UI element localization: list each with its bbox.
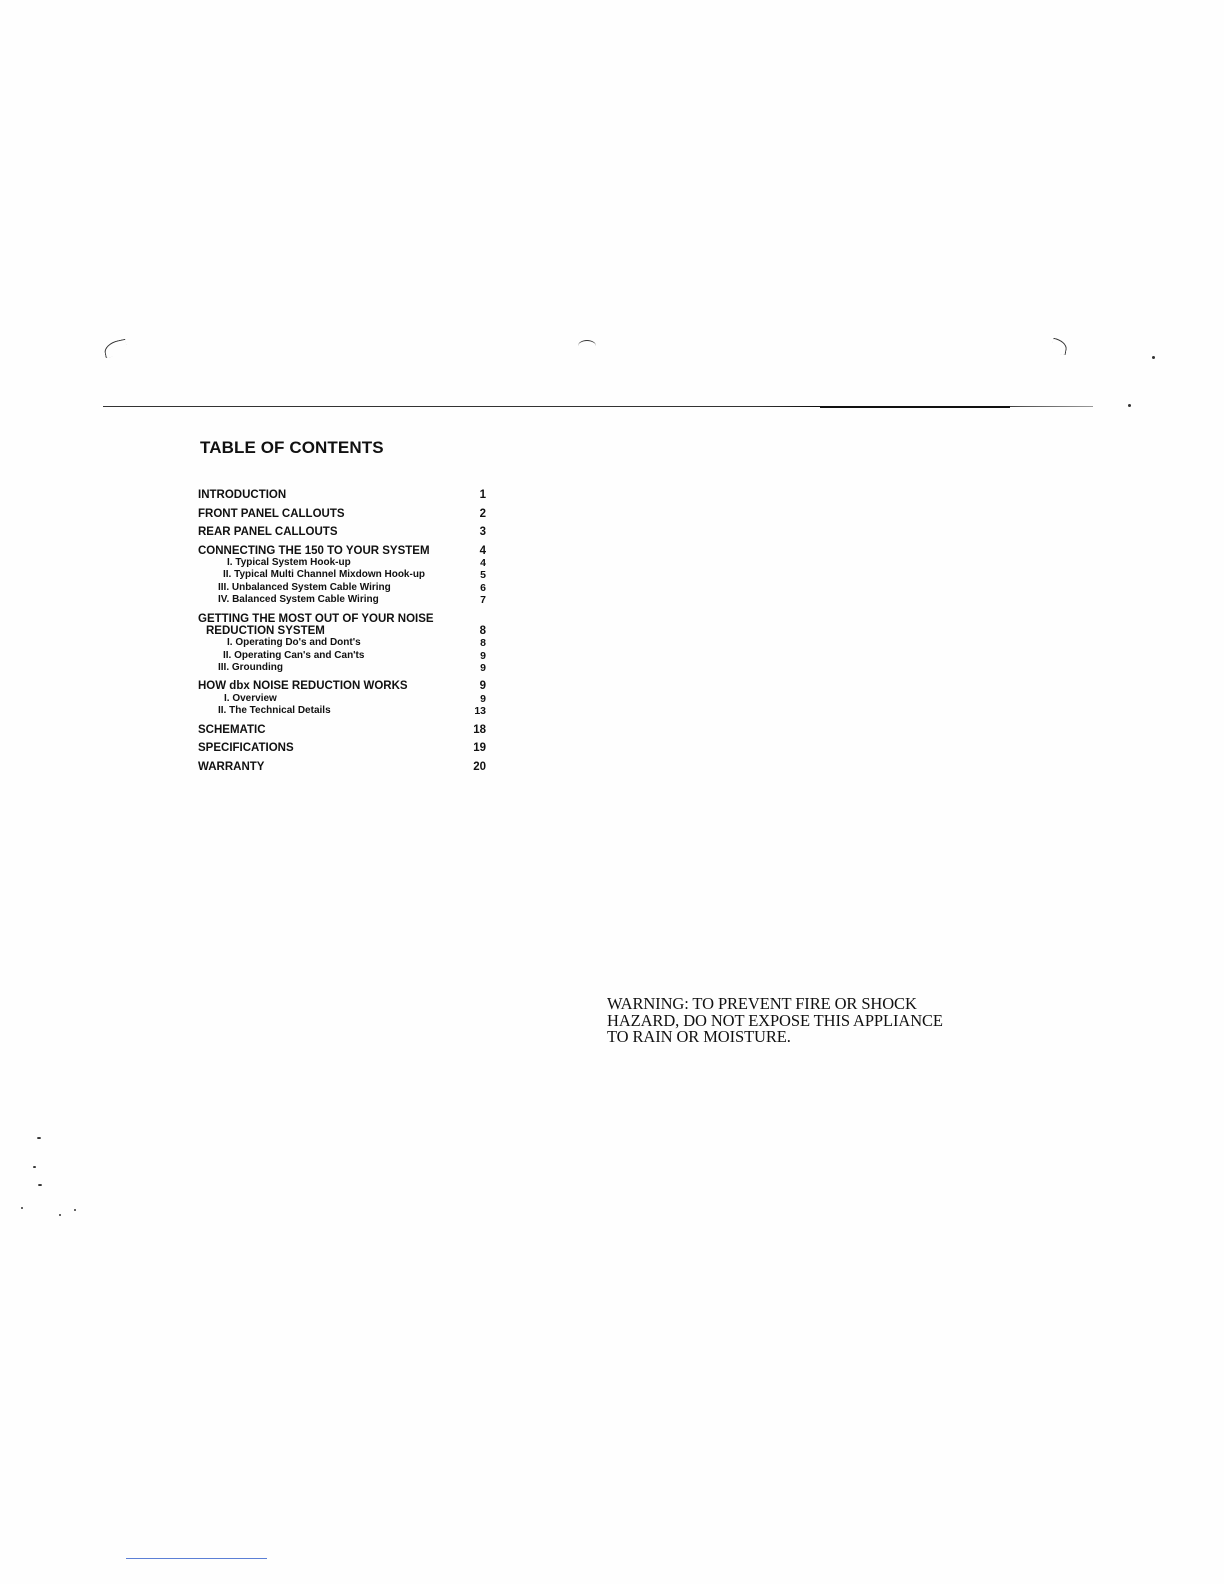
toc-entry-warranty	[198, 755, 498, 774]
toc-subentry	[198, 569, 498, 581]
toc-entry-page: 18	[473, 723, 486, 736]
toc-subentry-label: II. The Technical Details	[218, 705, 331, 717]
toc-entry-connecting	[198, 539, 498, 558]
toc-subentry	[198, 557, 498, 569]
toc-entry-label: SCHEMATIC	[198, 723, 266, 736]
toc-entry-page: 20	[473, 760, 486, 773]
scan-edge-line	[126, 1558, 267, 1559]
toc-subentry-page: 9	[480, 692, 486, 705]
toc-subentry-label: I. Typical System Hook-up	[227, 557, 351, 569]
toc-entry-label: CONNECTING THE 150 TO YOUR SYSTEM	[198, 544, 430, 557]
toc-subentry-page: 6	[480, 581, 486, 594]
safety-warning	[607, 996, 987, 1046]
toc-subentry-label: II. Typical Multi Channel Mixdown Hook-up	[223, 569, 426, 581]
toc-title: TABLE OF CONTENTS	[200, 438, 384, 457]
toc-entry-front-panel	[198, 501, 498, 520]
toc-subentry	[198, 650, 498, 662]
toc-entry-rear-panel	[198, 520, 498, 539]
toc-entry-page: 2	[479, 507, 486, 520]
toc-entry-specifications	[198, 736, 498, 755]
toc-entry-label: INTRODUCTION	[198, 489, 287, 501]
toc-subentry-label: IV. Balanced System Cable Wiring	[218, 594, 379, 606]
toc-entry-page: 3	[479, 526, 486, 539]
warning-line: WARNING: TO PREVENT FIRE OR SHOCK	[607, 994, 917, 1013]
toc-subentry-page: 8	[480, 637, 486, 650]
toc-subentry-label: I. Overview	[224, 692, 277, 704]
scan-speck	[1152, 356, 1155, 359]
scan-speck	[1128, 404, 1131, 407]
toc-subentry-page: 9	[480, 661, 486, 674]
scan-speck	[33, 1166, 36, 1168]
toc-entry-page: 9	[479, 680, 486, 693]
table-of-contents	[198, 489, 498, 773]
scan-speck	[38, 1184, 42, 1186]
toc-entry-label: WARRANTY	[198, 760, 265, 773]
horizontal-rule-thick-segment	[820, 406, 1010, 408]
scan-speck	[37, 1137, 41, 1139]
toc-entry-label: REAR PANEL CALLOUTS	[198, 526, 338, 539]
toc-entry-page: 8	[479, 624, 486, 637]
warning-line: HAZARD, DO NOT EXPOSE THIS APPLIANCE	[607, 1010, 943, 1030]
toc-entry-introduction	[198, 489, 498, 501]
toc-subentry-page: 9	[480, 649, 486, 662]
toc-subentry-label: I. Operating Do's and Dont's	[227, 637, 361, 649]
toc-entry-page: 19	[473, 742, 486, 755]
toc-subentry	[198, 582, 498, 594]
toc-entry-page: 1	[479, 489, 486, 501]
toc-subentry	[198, 662, 498, 674]
toc-entry-how-dbx-works	[198, 674, 498, 693]
toc-subentry-page: 13	[474, 705, 486, 718]
toc-subentry-label: II. Operating Can's and Can'ts	[223, 649, 365, 661]
toc-subentry	[198, 693, 498, 705]
toc-entry-page: 4	[479, 544, 486, 557]
toc-entry-schematic	[198, 717, 498, 736]
toc-entry-getting-most	[198, 606, 498, 625]
scan-speck	[21, 1207, 23, 1209]
toc-subentry-label: III. Unbalanced System Cable Wiring	[218, 581, 391, 593]
scan-speck	[74, 1209, 76, 1211]
toc-subentry-page: 7	[480, 594, 486, 607]
toc-entry-label-continued: REDUCTION SYSTEM	[206, 624, 325, 637]
toc-subentry	[198, 705, 498, 717]
toc-entry-label: HOW dbx NOISE REDUCTION WORKS	[198, 680, 408, 693]
toc-subentry-page: 5	[480, 569, 486, 582]
toc-subentry	[198, 637, 498, 649]
crop-mark-top-center	[578, 340, 596, 355]
toc-subentry-page: 4	[480, 557, 486, 570]
toc-subentry-label: III. Grounding	[218, 661, 283, 673]
scan-speck	[59, 1214, 61, 1216]
toc-entry-getting-most-cont	[198, 625, 498, 637]
crop-mark-top-left	[103, 339, 129, 358]
toc-entry-label: SPECIFICATIONS	[198, 742, 294, 755]
crop-mark-top-right	[1051, 338, 1068, 355]
toc-entry-label: FRONT PANEL CALLOUTS	[198, 507, 345, 520]
warning-line: TO RAIN OR MOISTURE.	[607, 1027, 791, 1046]
toc-entry-label: GETTING THE MOST OUT OF YOUR NOISE	[198, 612, 434, 625]
toc-subentry	[198, 594, 498, 606]
